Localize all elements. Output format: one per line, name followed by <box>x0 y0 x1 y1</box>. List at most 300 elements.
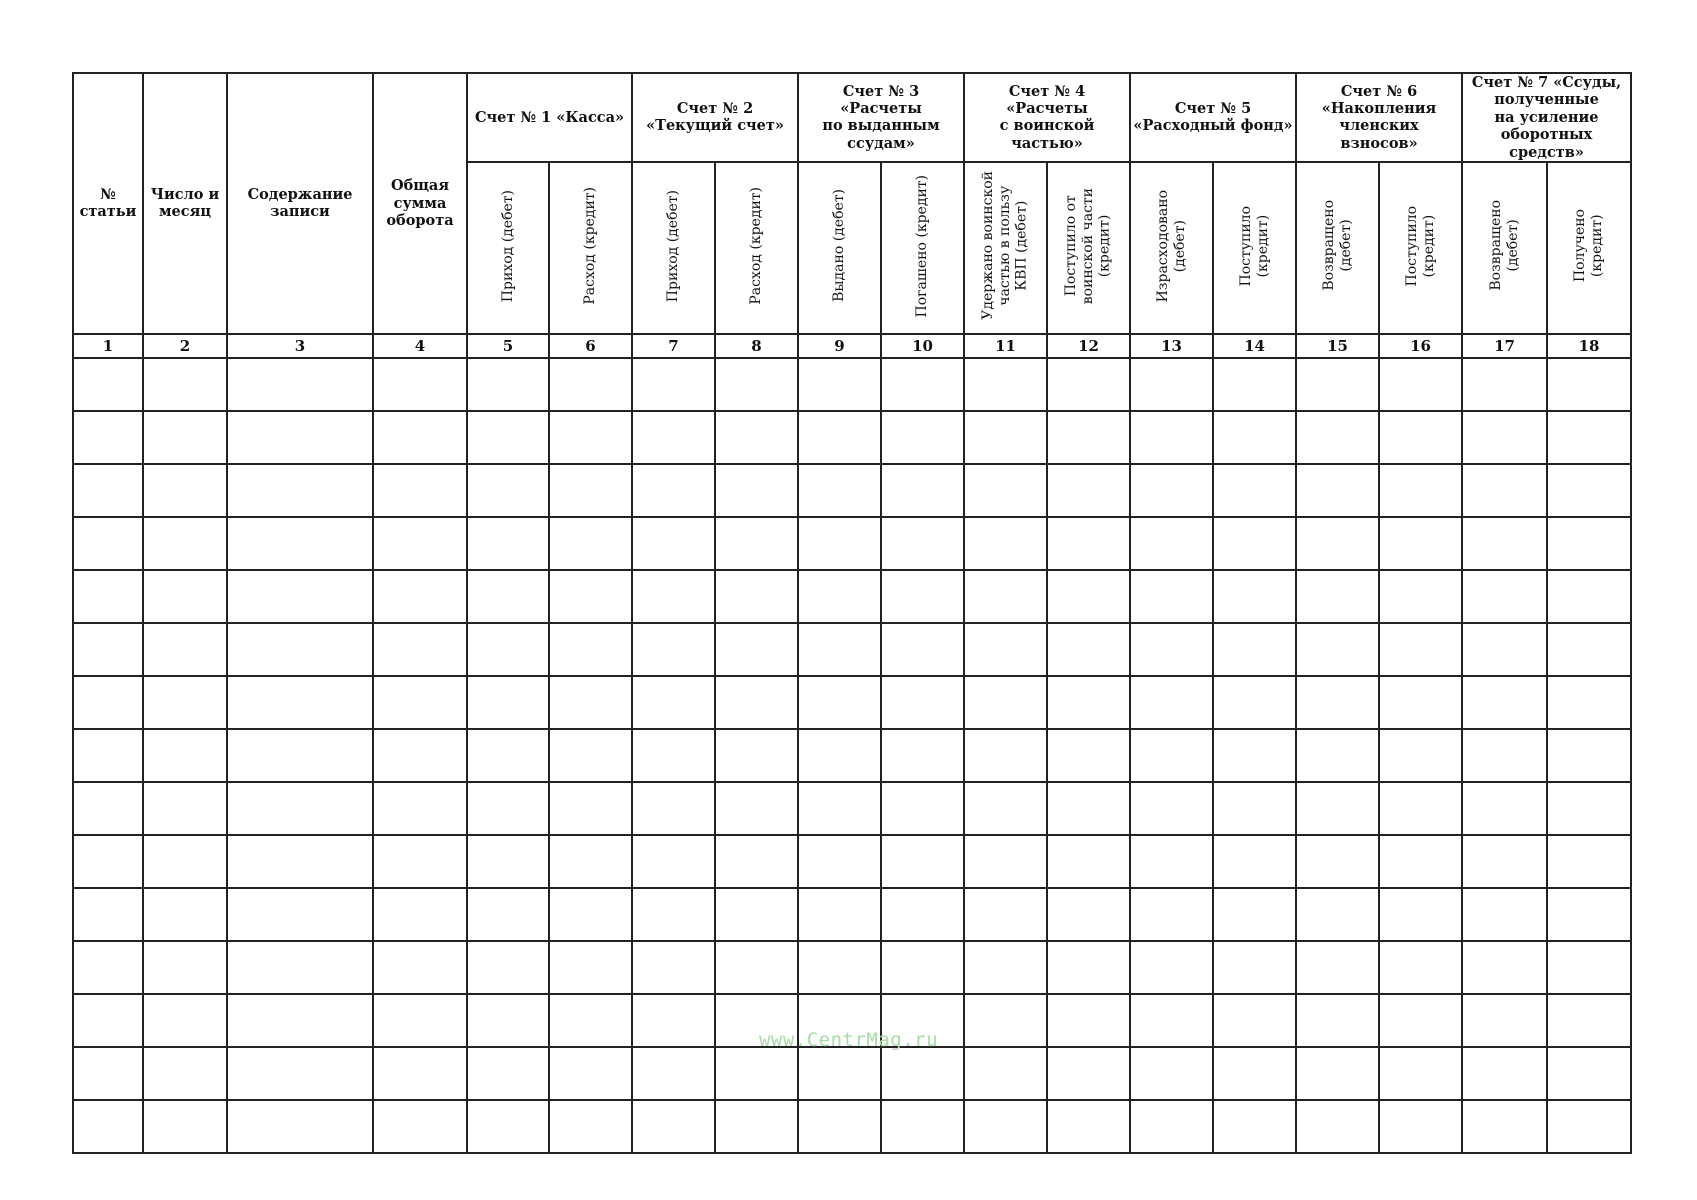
table-cell[interactable] <box>467 888 549 941</box>
table-cell[interactable] <box>798 570 881 623</box>
table-cell[interactable] <box>143 358 227 411</box>
table-cell[interactable] <box>1047 1047 1130 1100</box>
table-cell[interactable] <box>964 464 1047 517</box>
column-number: 4 <box>373 334 467 358</box>
table-cell[interactable] <box>549 1047 632 1100</box>
table-cell[interactable] <box>798 1047 881 1100</box>
table-cell[interactable] <box>1296 941 1379 994</box>
table-cell[interactable] <box>549 941 632 994</box>
table-cell[interactable] <box>881 676 964 729</box>
table-cell[interactable] <box>632 729 715 782</box>
table-cell[interactable] <box>798 835 881 888</box>
column-number: 13 <box>1130 334 1213 358</box>
table-cell[interactable] <box>549 570 632 623</box>
table-cell[interactable] <box>143 570 227 623</box>
table-cell[interactable] <box>1213 782 1296 835</box>
table-cell[interactable] <box>715 1047 798 1100</box>
column-number: 3 <box>227 334 373 358</box>
table-cell[interactable] <box>1379 517 1462 570</box>
table-cell[interactable] <box>881 623 964 676</box>
table-cell[interactable] <box>73 782 143 835</box>
table-cell[interactable] <box>1379 623 1462 676</box>
table-row <box>73 941 1631 994</box>
header-account-4: Счет № 4 «Расчеты с воинской частью» <box>964 73 1130 162</box>
table-cell[interactable] <box>1296 517 1379 570</box>
table-cell[interactable] <box>964 782 1047 835</box>
table-cell[interactable] <box>227 570 373 623</box>
table-cell[interactable] <box>549 358 632 411</box>
table-cell[interactable] <box>143 782 227 835</box>
table-cell[interactable] <box>467 464 549 517</box>
table-cell[interactable] <box>227 782 373 835</box>
table-cell[interactable] <box>467 623 549 676</box>
table-cell[interactable] <box>549 517 632 570</box>
table-cell[interactable] <box>715 729 798 782</box>
table-cell[interactable] <box>143 1100 227 1153</box>
column-number: 1 <box>73 334 143 358</box>
table-cell[interactable] <box>715 464 798 517</box>
table-cell[interactable] <box>143 835 227 888</box>
table-cell[interactable] <box>632 358 715 411</box>
table-cell[interactable] <box>632 517 715 570</box>
table-cell[interactable] <box>373 888 467 941</box>
table-cell[interactable] <box>467 994 549 1047</box>
table-cell[interactable] <box>549 623 632 676</box>
table-cell[interactable] <box>798 1100 881 1153</box>
table-cell[interactable] <box>1462 411 1547 464</box>
table-cell[interactable] <box>964 994 1047 1047</box>
table-cell[interactable] <box>1047 517 1130 570</box>
table-cell[interactable] <box>227 1047 373 1100</box>
table-cell[interactable] <box>715 570 798 623</box>
table-cell[interactable] <box>1379 835 1462 888</box>
table-cell[interactable] <box>964 676 1047 729</box>
table-cell[interactable] <box>73 464 143 517</box>
table-cell[interactable] <box>881 888 964 941</box>
table-cell[interactable] <box>1047 464 1130 517</box>
table-cell[interactable] <box>467 782 549 835</box>
table-cell[interactable] <box>467 729 549 782</box>
table-cell[interactable] <box>881 1047 964 1100</box>
ledger-table <box>72 72 1632 1154</box>
table-cell[interactable] <box>1296 729 1379 782</box>
table-cell[interactable] <box>1213 464 1296 517</box>
table-cell[interactable] <box>881 835 964 888</box>
table-cell[interactable] <box>1462 464 1547 517</box>
table-cell[interactable] <box>632 994 715 1047</box>
table-cell[interactable] <box>798 676 881 729</box>
table-cell[interactable] <box>227 517 373 570</box>
header-account-3: Счет № 3 «Расчеты по выданным ссудам» <box>798 73 964 162</box>
table-cell[interactable] <box>715 994 798 1047</box>
table-cell[interactable] <box>1047 994 1130 1047</box>
table-cell[interactable] <box>1213 517 1296 570</box>
table-cell[interactable] <box>1462 1100 1547 1153</box>
table-cell[interactable] <box>632 411 715 464</box>
table-cell[interactable] <box>798 464 881 517</box>
table-cell[interactable] <box>1130 1100 1213 1153</box>
table-row <box>73 623 1631 676</box>
table-cell[interactable] <box>73 623 143 676</box>
header-row-accounts <box>73 73 1631 162</box>
table-cell[interactable] <box>1213 888 1296 941</box>
table-cell[interactable] <box>632 570 715 623</box>
table-cell[interactable] <box>1047 411 1130 464</box>
table-cell[interactable] <box>1462 623 1547 676</box>
table-cell[interactable] <box>1379 782 1462 835</box>
table-cell[interactable] <box>1379 358 1462 411</box>
table-cell[interactable] <box>1047 888 1130 941</box>
table-cell[interactable] <box>467 676 549 729</box>
table-cell[interactable] <box>1462 782 1547 835</box>
table-cell[interactable] <box>1547 570 1631 623</box>
table-cell[interactable] <box>1547 782 1631 835</box>
table-cell[interactable] <box>143 623 227 676</box>
table-cell[interactable] <box>881 464 964 517</box>
table-cell[interactable] <box>1130 623 1213 676</box>
table-cell[interactable] <box>1547 517 1631 570</box>
table-cell[interactable] <box>73 411 143 464</box>
table-cell[interactable] <box>1462 570 1547 623</box>
table-cell[interactable] <box>715 941 798 994</box>
table-cell[interactable] <box>798 411 881 464</box>
table-cell[interactable] <box>549 1100 632 1153</box>
table-cell[interactable] <box>1462 517 1547 570</box>
table-cell[interactable] <box>964 411 1047 464</box>
table-cell[interactable] <box>632 782 715 835</box>
table-cell[interactable] <box>227 835 373 888</box>
table-cell[interactable] <box>143 411 227 464</box>
table-cell[interactable] <box>467 411 549 464</box>
table-cell[interactable] <box>1047 729 1130 782</box>
table-cell[interactable] <box>143 941 227 994</box>
subheader-account-4-credit: Поступило от воинской части (кредит) <box>1047 162 1130 334</box>
table-cell[interactable] <box>798 729 881 782</box>
table-cell[interactable] <box>632 941 715 994</box>
table-cell[interactable] <box>1379 941 1462 994</box>
table-cell[interactable] <box>1047 676 1130 729</box>
column-number-row <box>73 334 1631 358</box>
table-cell[interactable] <box>73 729 143 782</box>
table-cell[interactable] <box>715 358 798 411</box>
table-cell[interactable] <box>373 994 467 1047</box>
table-cell[interactable] <box>1547 676 1631 729</box>
table-cell[interactable] <box>467 517 549 570</box>
table-cell[interactable] <box>1130 782 1213 835</box>
table-cell[interactable] <box>632 835 715 888</box>
header-account-5: Счет № 5 «Расходный фонд» <box>1130 73 1296 162</box>
table-cell[interactable] <box>1296 464 1379 517</box>
table-cell[interactable] <box>1130 941 1213 994</box>
table-cell[interactable] <box>549 994 632 1047</box>
table-cell[interactable] <box>1547 941 1631 994</box>
table-cell[interactable] <box>73 941 143 994</box>
table-cell[interactable] <box>467 835 549 888</box>
table-cell[interactable] <box>227 994 373 1047</box>
column-number: 11 <box>964 334 1047 358</box>
table-cell[interactable] <box>373 517 467 570</box>
table-cell[interactable] <box>1130 570 1213 623</box>
table-cell[interactable] <box>467 1047 549 1100</box>
table-row <box>73 782 1631 835</box>
table-cell[interactable] <box>227 411 373 464</box>
table-cell[interactable] <box>1047 1100 1130 1153</box>
table-cell[interactable] <box>73 517 143 570</box>
table-cell[interactable] <box>1130 517 1213 570</box>
table-cell[interactable] <box>881 994 964 1047</box>
table-cell[interactable] <box>1296 994 1379 1047</box>
table-cell[interactable] <box>143 517 227 570</box>
table-cell[interactable] <box>964 835 1047 888</box>
table-cell[interactable] <box>1379 1047 1462 1100</box>
table-cell[interactable] <box>227 623 373 676</box>
table-cell[interactable] <box>632 888 715 941</box>
table-cell[interactable] <box>1130 994 1213 1047</box>
table-cell[interactable] <box>1047 835 1130 888</box>
table-cell[interactable] <box>1379 994 1462 1047</box>
table-cell[interactable] <box>373 676 467 729</box>
table-cell[interactable] <box>1296 888 1379 941</box>
table-cell[interactable] <box>227 676 373 729</box>
table-cell[interactable] <box>715 835 798 888</box>
table-cell[interactable] <box>881 1100 964 1153</box>
table-row <box>73 570 1631 623</box>
table-cell[interactable] <box>1130 358 1213 411</box>
table-cell[interactable] <box>1379 570 1462 623</box>
table-cell[interactable] <box>1547 1100 1631 1153</box>
table-cell[interactable] <box>73 1047 143 1100</box>
table-cell[interactable] <box>1462 358 1547 411</box>
table-cell[interactable] <box>1213 411 1296 464</box>
table-cell[interactable] <box>1047 941 1130 994</box>
table-cell[interactable] <box>73 888 143 941</box>
table-cell[interactable] <box>143 464 227 517</box>
table-cell[interactable] <box>73 358 143 411</box>
table-cell[interactable] <box>1462 941 1547 994</box>
table-cell[interactable] <box>227 1100 373 1153</box>
table-cell[interactable] <box>798 994 881 1047</box>
table-cell[interactable] <box>1379 729 1462 782</box>
table-cell[interactable] <box>1296 782 1379 835</box>
table-cell[interactable] <box>1547 623 1631 676</box>
table-cell[interactable] <box>549 729 632 782</box>
table-cell[interactable] <box>881 411 964 464</box>
table-cell[interactable] <box>1047 358 1130 411</box>
table-cell[interactable] <box>1296 570 1379 623</box>
table-cell[interactable] <box>1047 782 1130 835</box>
table-cell[interactable] <box>1462 676 1547 729</box>
table-cell[interactable] <box>373 411 467 464</box>
table-cell[interactable] <box>227 358 373 411</box>
table-cell[interactable] <box>549 464 632 517</box>
table-cell[interactable] <box>73 835 143 888</box>
subheader-account-5-credit: Поступило (кредит) <box>1213 162 1296 334</box>
table-cell[interactable] <box>964 1100 1047 1153</box>
table-cell[interactable] <box>467 358 549 411</box>
table-cell[interactable] <box>73 1100 143 1153</box>
table-cell[interactable] <box>143 994 227 1047</box>
table-cell[interactable] <box>1213 941 1296 994</box>
table-cell[interactable] <box>1547 1047 1631 1100</box>
table-cell[interactable] <box>1379 411 1462 464</box>
table-cell[interactable] <box>1547 411 1631 464</box>
subheader-account-2-debit: Приход (дебет) <box>632 162 715 334</box>
table-cell[interactable] <box>715 676 798 729</box>
subheader-account-3-debit: Выдано (дебет) <box>798 162 881 334</box>
subheader-account-7-credit: Получено (кредит) <box>1547 162 1631 334</box>
table-cell[interactable] <box>227 464 373 517</box>
table-cell[interactable] <box>715 623 798 676</box>
table-cell[interactable] <box>632 1047 715 1100</box>
table-cell[interactable] <box>1130 464 1213 517</box>
table-cell[interactable] <box>1462 729 1547 782</box>
table-cell[interactable] <box>1213 623 1296 676</box>
table-cell[interactable] <box>373 729 467 782</box>
table-cell[interactable] <box>1547 835 1631 888</box>
table-cell[interactable] <box>1130 729 1213 782</box>
table-cell[interactable] <box>715 782 798 835</box>
table-cell[interactable] <box>467 1100 549 1153</box>
table-cell[interactable] <box>1296 411 1379 464</box>
table-row <box>73 464 1631 517</box>
table-cell[interactable] <box>1130 1047 1213 1100</box>
table-cell[interactable] <box>964 517 1047 570</box>
table-cell[interactable] <box>1213 570 1296 623</box>
table-cell[interactable] <box>964 729 1047 782</box>
column-number: 17 <box>1462 334 1547 358</box>
table-cell[interactable] <box>798 782 881 835</box>
table-cell[interactable] <box>373 358 467 411</box>
table-cell[interactable] <box>1379 1100 1462 1153</box>
table-cell[interactable] <box>1379 676 1462 729</box>
table-cell[interactable] <box>1213 676 1296 729</box>
table-cell[interactable] <box>1213 1100 1296 1153</box>
table-cell[interactable] <box>964 941 1047 994</box>
table-cell[interactable] <box>143 676 227 729</box>
table-cell[interactable] <box>881 729 964 782</box>
table-cell[interactable] <box>549 835 632 888</box>
table-cell[interactable] <box>549 676 632 729</box>
table-cell[interactable] <box>1296 358 1379 411</box>
table-cell[interactable] <box>881 570 964 623</box>
table-cell[interactable] <box>373 623 467 676</box>
table-cell[interactable] <box>143 888 227 941</box>
table-cell[interactable] <box>881 358 964 411</box>
table-cell[interactable] <box>373 941 467 994</box>
table-cell[interactable] <box>1213 835 1296 888</box>
table-cell[interactable] <box>881 941 964 994</box>
table-cell[interactable] <box>1379 464 1462 517</box>
table-cell[interactable] <box>715 888 798 941</box>
table-cell[interactable] <box>1547 888 1631 941</box>
subheader-account-2-credit: Расход (кредит) <box>715 162 798 334</box>
table-cell[interactable] <box>549 782 632 835</box>
table-cell[interactable] <box>715 517 798 570</box>
table-cell[interactable] <box>798 623 881 676</box>
table-cell[interactable] <box>549 411 632 464</box>
table-cell[interactable] <box>1296 1100 1379 1153</box>
subheader-account-7-debit: Возвращено (дебет) <box>1462 162 1547 334</box>
table-cell[interactable] <box>632 623 715 676</box>
table-cell[interactable] <box>373 1047 467 1100</box>
table-cell[interactable] <box>467 941 549 994</box>
table-cell[interactable] <box>715 1100 798 1153</box>
column-number: 10 <box>881 334 964 358</box>
table-cell[interactable] <box>1462 835 1547 888</box>
table-cell[interactable] <box>798 358 881 411</box>
table-cell[interactable] <box>373 1100 467 1153</box>
table-cell[interactable] <box>143 1047 227 1100</box>
table-cell[interactable] <box>1296 676 1379 729</box>
table-cell[interactable] <box>373 835 467 888</box>
table-cell[interactable] <box>881 517 964 570</box>
ledger-body <box>73 358 1631 1153</box>
table-cell[interactable] <box>373 464 467 517</box>
table-cell[interactable] <box>964 570 1047 623</box>
table-cell[interactable] <box>373 782 467 835</box>
table-cell[interactable] <box>1296 835 1379 888</box>
table-row <box>73 835 1631 888</box>
table-cell[interactable] <box>1379 888 1462 941</box>
table-row <box>73 358 1631 411</box>
table-cell[interactable] <box>73 570 143 623</box>
header-description: Содержание записи <box>227 73 373 334</box>
table-cell[interactable] <box>73 994 143 1047</box>
table-cell[interactable] <box>632 676 715 729</box>
table-cell[interactable] <box>373 570 467 623</box>
table-cell[interactable] <box>964 1047 1047 1100</box>
table-cell[interactable] <box>1547 994 1631 1047</box>
table-cell[interactable] <box>1547 729 1631 782</box>
table-cell[interactable] <box>798 941 881 994</box>
table-cell[interactable] <box>798 888 881 941</box>
table-cell[interactable] <box>73 676 143 729</box>
table-cell[interactable] <box>632 1100 715 1153</box>
table-cell[interactable] <box>1462 888 1547 941</box>
table-cell[interactable] <box>1213 729 1296 782</box>
table-cell[interactable] <box>1462 1047 1547 1100</box>
table-cell[interactable] <box>227 729 373 782</box>
table-cell[interactable] <box>143 729 227 782</box>
table-cell[interactable] <box>1213 1047 1296 1100</box>
table-cell[interactable] <box>881 782 964 835</box>
table-cell[interactable] <box>1296 1047 1379 1100</box>
table-cell[interactable] <box>549 888 632 941</box>
table-cell[interactable] <box>964 358 1047 411</box>
table-cell[interactable] <box>1547 358 1631 411</box>
table-cell[interactable] <box>1047 623 1130 676</box>
table-cell[interactable] <box>1462 994 1547 1047</box>
table-cell[interactable] <box>964 623 1047 676</box>
table-cell[interactable] <box>1130 835 1213 888</box>
table-cell[interactable] <box>1047 570 1130 623</box>
table-cell[interactable] <box>715 411 798 464</box>
table-cell[interactable] <box>467 570 549 623</box>
table-cell[interactable] <box>227 888 373 941</box>
table-cell[interactable] <box>1213 994 1296 1047</box>
table-cell[interactable] <box>632 464 715 517</box>
column-number: 16 <box>1379 334 1462 358</box>
table-cell[interactable] <box>1130 888 1213 941</box>
table-cell[interactable] <box>1130 676 1213 729</box>
table-cell[interactable] <box>1130 411 1213 464</box>
table-cell[interactable] <box>1296 623 1379 676</box>
table-cell[interactable] <box>1547 464 1631 517</box>
table-cell[interactable] <box>798 517 881 570</box>
table-cell[interactable] <box>227 941 373 994</box>
table-cell[interactable] <box>1213 358 1296 411</box>
table-cell[interactable] <box>964 888 1047 941</box>
